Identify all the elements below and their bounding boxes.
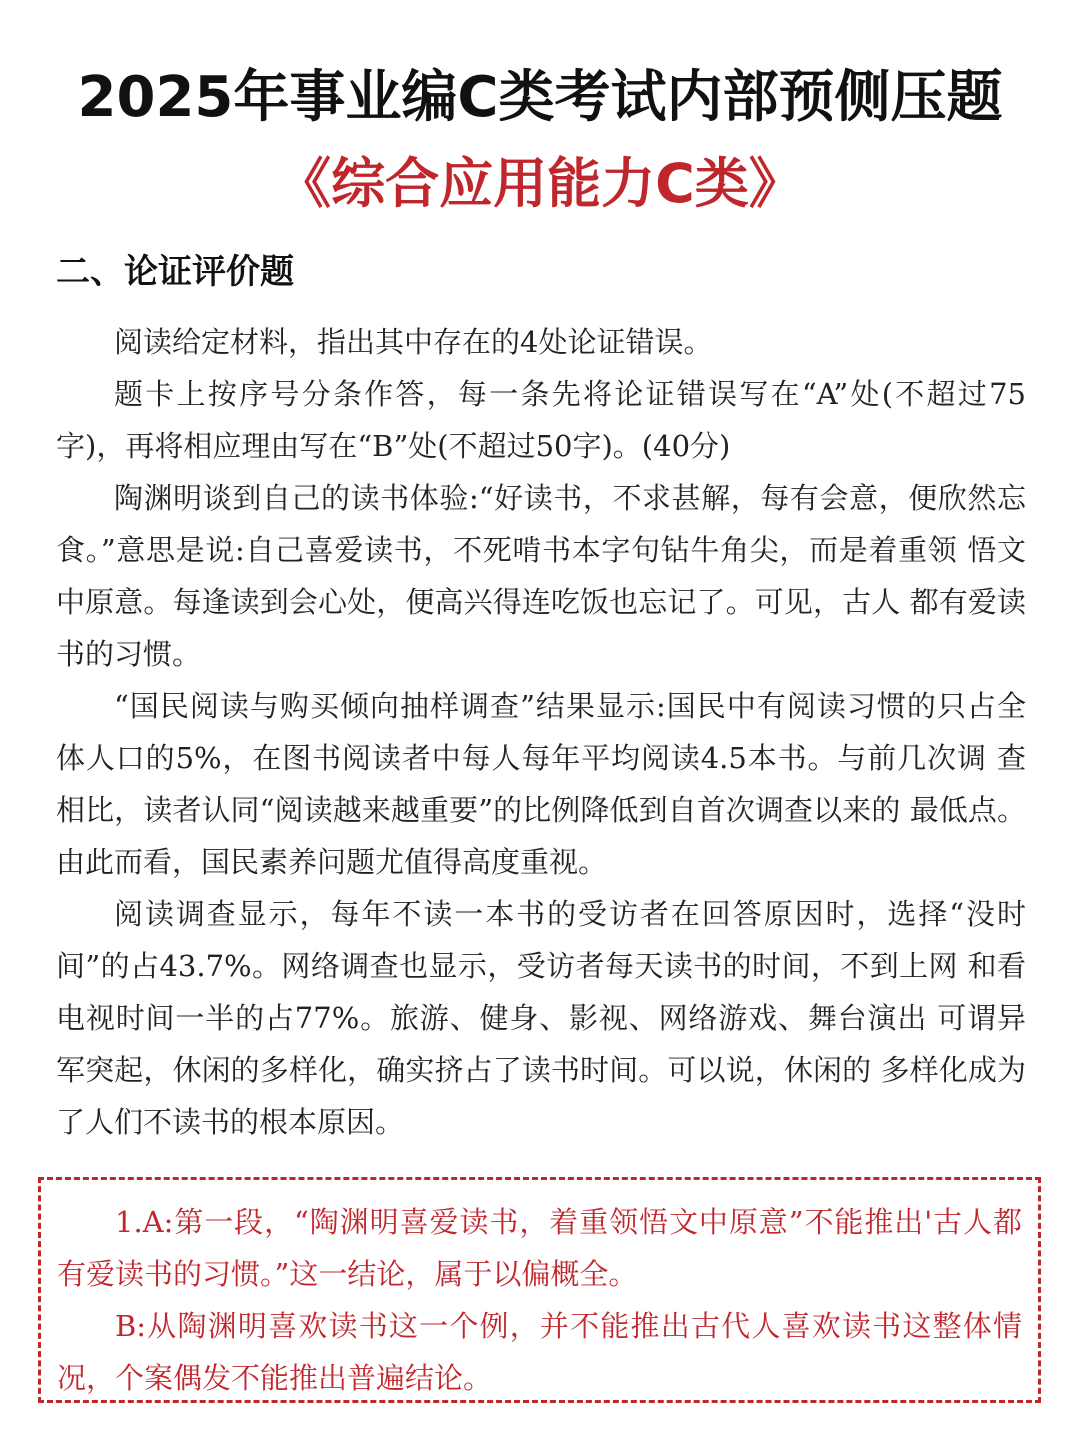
answer-a: 1.A:第一段，“陶渊明喜爱读书，着重领悟文中原意”不能推出'古人都有爱读书的习惯。”这一结论，属于以偏概全。 <box>57 1205 1022 1291</box>
answer-b: B:从陶渊明喜欢读书这一个例，并不能推出古代人喜欢读书这整体情况，个案偶发不能推出普遍结论。 <box>57 1309 1022 1395</box>
material-paragraph: 阅读调查显示，每年不读一本书的受访者在回答原因时，选择“没时 间”的占43.7%。网络调查也显示，受访者每天读书的时间，不到上网 和看电视时间一半的占77%。旅游、健身、影视、网络游戏、舞台演出 可谓异军突起，休闲的多样化，确实挤占了读书时间。可以说，休闲的 多样化成为了人们不读书的根本原因。 <box>56 897 1026 1139</box>
material-body <box>56 316 1026 1148</box>
page-title: 2025年事业编C类考试内部预侧压题 <box>77 65 1003 130</box>
answer-box <box>38 1177 1041 1403</box>
material-paragraph: “国民阅读与购买倾向抽样调查”结果显示:国民中有阅读习惯的只占全 体人口的5%，在图书阅读者中每人每年平均阅读4.5本书。与前几次调 查相比，读者认同“阅读越来越重要”的比例降低到自首次调查以来的 最低点。由此而看，国民素养问题尤值得高度重视。 <box>56 689 1026 879</box>
section-heading: 二、论证评价题 <box>56 252 294 292</box>
instruction-paragraph: 阅读给定材料，指出其中存在的4处论证错误。 <box>114 325 713 359</box>
instruction-paragraph: 题卡上按序号分条作答，每一条先将论证错误写在“A”处(不超过75 字)，再将相应理由写在“B”处(不超过50字)。(40分) <box>56 377 1026 463</box>
material-paragraph: 陶渊明谈到自己的读书体验:“好读书，不求甚解，每有会意，便欣然忘 食。”意思是说:自己喜爱读书，不死啃书本字句钻牛角尖，而是着重领 悟文中原意。每逢读到会心处，便高兴得连吃饭也忘记了。可见，古人 都有爱读书的习惯。 <box>56 481 1026 671</box>
page-subtitle: 《综合应用能力C类》 <box>277 152 803 215</box>
